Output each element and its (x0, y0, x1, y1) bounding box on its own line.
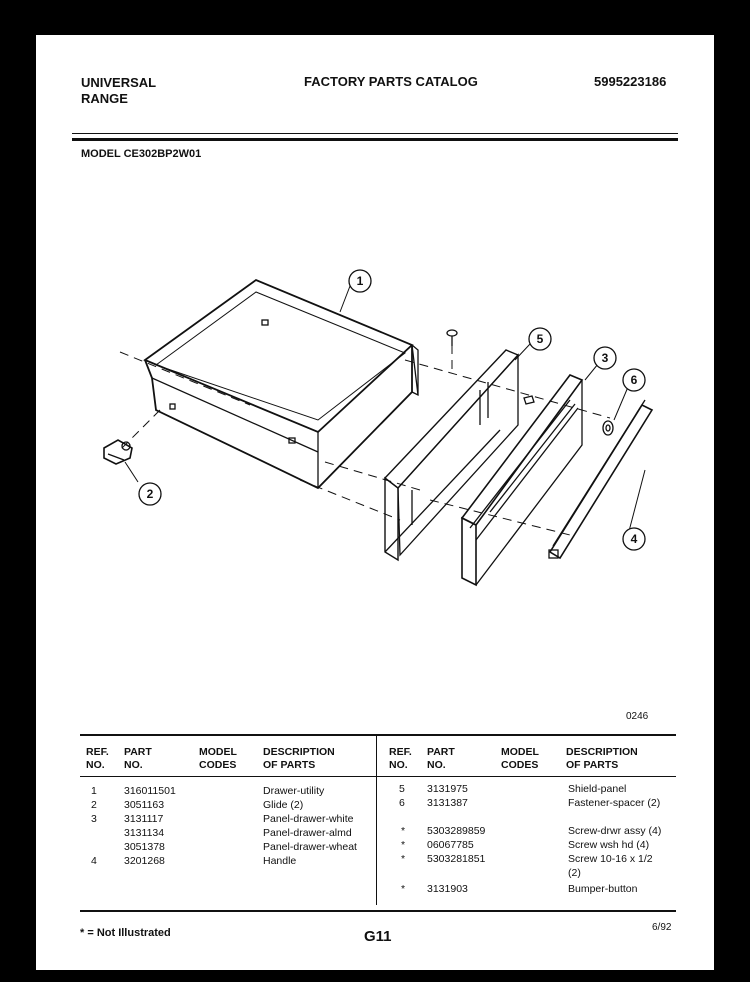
row-part: 3131117 (124, 813, 164, 825)
glide-drawing (104, 440, 132, 464)
fastener-spacer-drawing (603, 421, 613, 435)
catalog-title: FACTORY PARTS CATALOG (304, 74, 478, 89)
footer-note: * = Not Illustrated (80, 927, 171, 939)
callout-2: 2 (146, 487, 154, 501)
drawer-utility-drawing (145, 280, 418, 488)
callout-6: 6 (630, 373, 638, 387)
figure-code: 0246 (626, 711, 649, 722)
header-ref-right: REF. NO. (389, 746, 412, 771)
row-desc: (2) (568, 867, 581, 879)
row-part: 3131134 (124, 827, 165, 839)
screw-drawing (447, 330, 457, 346)
row-ref: 4 (91, 855, 97, 867)
header-part: PART NO. (124, 746, 152, 771)
table-center-divider (376, 735, 377, 905)
revision-date: 6/92 (652, 922, 672, 933)
brand-line-1: UNIVERSAL (81, 75, 157, 90)
model-label: MODEL CE302BP2W01 (81, 148, 202, 160)
row-desc: Shield-panel (568, 783, 627, 795)
row-part: 06067785 (427, 839, 474, 851)
header-desc-right: DESCRIPTION OF PARTS (566, 746, 638, 771)
header-part-right: PART NO. (427, 746, 455, 771)
callout-4: 4 (630, 532, 638, 546)
row-ref: 6 (399, 797, 405, 809)
callout-5: 5 (536, 332, 544, 346)
callout-3: 3 (601, 351, 609, 365)
row-ref: * (401, 825, 406, 837)
row-ref: 1 (91, 785, 97, 797)
row-part: 3131975 (427, 783, 468, 795)
row-desc: Panel-drawer-wheat (263, 841, 357, 853)
row-part: 3131903 (427, 883, 468, 895)
row-desc: Panel-drawer-almd (263, 827, 352, 839)
row-part: 3051163 (124, 799, 165, 811)
catalog-number: 5995223186 (594, 74, 667, 89)
row-part: 3201268 (124, 855, 165, 867)
row-part: 3051378 (124, 841, 165, 853)
header-desc: DESCRIPTION OF PARTS (263, 746, 335, 771)
page-code: G11 (364, 928, 392, 945)
header-codes: MODEL CODES (199, 746, 237, 771)
row-desc: Screw wsh hd (4) (568, 839, 650, 851)
screw-side-drawing (524, 396, 534, 404)
row-desc: Panel-drawer-white (263, 813, 354, 825)
row-desc: Screw-drwr assy (4) (568, 825, 662, 837)
table-header-rule (80, 776, 676, 777)
row-desc: Handle (263, 855, 297, 867)
row-desc: Screw 10-16 x 1/2 (568, 853, 653, 865)
footer-rule (80, 910, 676, 912)
row-ref: * (401, 883, 406, 895)
row-desc: Bumper-button (568, 883, 638, 895)
brand-line-2: RANGE (81, 91, 128, 106)
header-ref: REF. NO. (86, 746, 109, 771)
row-ref: * (401, 839, 406, 851)
row-ref: 3 (91, 813, 97, 825)
row-ref: 5 (399, 783, 405, 795)
table-top-rule (80, 734, 676, 736)
row-part: 3131387 (427, 797, 468, 809)
shield-panel-drawing (385, 350, 518, 560)
row-part: 5303289859 (427, 825, 486, 837)
row-ref: * (401, 853, 406, 865)
row-part: 316011501 (124, 785, 176, 797)
header-codes-right: MODEL CODES (501, 746, 539, 771)
row-desc: Glide (2) (263, 799, 304, 811)
row-ref: 2 (91, 799, 97, 811)
row-desc: Drawer-utility (263, 785, 325, 797)
row-part: 5303281851 (427, 853, 486, 865)
row-desc: Fastener-spacer (2) (568, 797, 661, 809)
callout-1: 1 (356, 274, 364, 288)
